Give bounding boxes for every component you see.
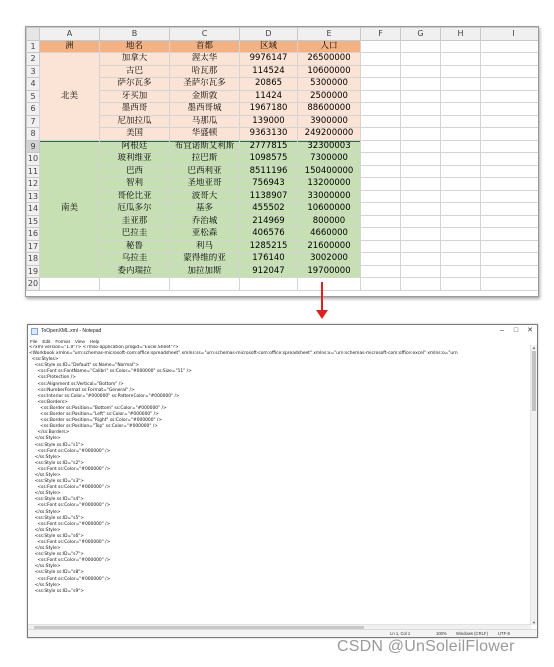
header-cell[interactable]: 洲 (40, 40, 100, 53)
population-cell[interactable]: 10600000 (298, 203, 361, 216)
empty-cell[interactable] (441, 228, 481, 241)
row-header[interactable]: 8 (27, 128, 40, 141)
scroll-down-icon[interactable]: ▼ (532, 620, 536, 625)
place-name-cell[interactable]: 乌拉圭 (100, 253, 170, 266)
text-line: <ss:Style ss:ID="s4"> (29, 497, 84, 503)
population-cell[interactable]: 10600000 (298, 65, 361, 78)
capital-cell[interactable]: 金斯敦 (170, 90, 240, 103)
area-cell[interactable]: 406576 (240, 228, 298, 241)
capital-cell[interactable]: 波哥大 (170, 190, 240, 203)
column-header-f[interactable]: F (361, 28, 401, 41)
empty-cell[interactable] (481, 65, 540, 78)
empty-cell[interactable] (481, 128, 540, 141)
area-cell[interactable]: 1098575 (240, 153, 298, 166)
capital-cell[interactable]: 哈瓦那 (170, 65, 240, 78)
empty-cell[interactable] (401, 153, 441, 166)
table-row (27, 53, 540, 66)
empty-cell[interactable] (481, 140, 540, 153)
close-button[interactable]: ✕ (527, 327, 533, 334)
row-header[interactable]: 17 (27, 241, 39, 251)
menu-file[interactable]: File (30, 338, 38, 344)
down-arrow-icon (315, 282, 329, 324)
table-row (27, 253, 540, 266)
capital-cell[interactable]: 拉巴斯 (170, 153, 240, 166)
empty-cell[interactable] (481, 153, 540, 166)
empty-cell[interactable] (481, 178, 540, 191)
empty-cell[interactable] (401, 215, 441, 228)
empty-cell[interactable] (361, 178, 401, 191)
continent-cell[interactable]: 南美 (40, 140, 100, 278)
population-cell[interactable]: 2500000 (298, 90, 361, 103)
notepad-menu-bar (28, 337, 537, 345)
row-header[interactable]: 14 (27, 204, 39, 214)
place-name-cell[interactable]: 秘鲁 (100, 240, 170, 253)
text-line: </ss:Style> (29, 527, 61, 533)
population-cell[interactable]: 19700000 (298, 265, 361, 278)
empty-cell[interactable] (361, 253, 401, 266)
status-encoding: UTF-8 (498, 631, 510, 636)
empty-cell[interactable] (170, 278, 240, 291)
notepad-title-bar (28, 325, 537, 337)
table-row (27, 140, 540, 153)
empty-cell[interactable] (481, 53, 540, 66)
row-header[interactable]: 4 (27, 78, 40, 91)
place-name-cell[interactable]: 阿根廷 (100, 140, 170, 153)
table-row (27, 65, 540, 78)
empty-cell[interactable] (361, 153, 401, 166)
status-position: Ln 1, Col 1 (390, 631, 411, 636)
row-header[interactable]: 9 (27, 140, 40, 153)
row-header[interactable]: 11 (27, 166, 39, 176)
capital-cell[interactable]: 巴西利亚 (170, 165, 240, 178)
row-header[interactable]: 13 (27, 191, 39, 201)
sheet-grid (26, 27, 539, 291)
text-line: <ss:Interior ss:Color="#000000" ss:PatternColor="#000000" /> (29, 393, 180, 399)
column-header-g[interactable]: G (401, 28, 441, 41)
empty-cell[interactable] (361, 115, 401, 128)
empty-cell[interactable] (441, 40, 481, 53)
empty-cell[interactable] (401, 165, 441, 178)
area-cell[interactable]: 11424 (240, 90, 298, 103)
text-line: <ss:Protection /> (29, 375, 76, 381)
empty-cell[interactable] (401, 53, 441, 66)
empty-cell[interactable] (441, 128, 481, 141)
table-row (27, 240, 540, 253)
empty-cell[interactable] (441, 165, 481, 178)
header-cell[interactable]: 首都 (170, 40, 240, 53)
area-cell[interactable]: 1967180 (240, 103, 298, 116)
capital-cell[interactable]: 渥太华 (170, 53, 240, 66)
text-line: <ss:Font ss:Color="#000000" /> (29, 503, 111, 509)
table-row (27, 178, 540, 191)
capital-cell[interactable]: 华盛顿 (170, 128, 240, 141)
empty-cell[interactable] (441, 153, 481, 166)
capital-cell[interactable]: 马那瓜 (170, 115, 240, 128)
empty-cell[interactable] (401, 40, 441, 53)
empty-cell[interactable] (361, 40, 401, 53)
table-row (27, 190, 540, 203)
empty-cell[interactable] (481, 215, 540, 228)
population-cell[interactable]: 32300003 (298, 140, 361, 153)
menu-format[interactable]: Format (55, 338, 70, 344)
area-cell[interactable]: 756943 (240, 178, 298, 191)
empty-cell[interactable] (401, 178, 441, 191)
text-line: <ss:Font ss:Color="#000000" /> (29, 448, 111, 454)
row-header[interactable]: 6 (27, 103, 40, 116)
table-row (27, 90, 540, 103)
empty-cell[interactable] (361, 78, 401, 91)
watermark: CSDN @UnSoleilFlower (337, 638, 515, 655)
empty-cell[interactable] (481, 228, 540, 241)
place-name-cell[interactable]: 玻利维亚 (100, 153, 170, 166)
text-line: <ss:Style ss:ID="s6"> (29, 533, 84, 539)
table-row (27, 103, 540, 116)
place-name-cell[interactable]: 巴西 (100, 165, 170, 178)
table-row (27, 215, 540, 228)
empty-cell[interactable] (481, 165, 540, 178)
text-line: <ss:Borders> (29, 399, 68, 405)
empty-cell[interactable] (401, 265, 441, 278)
population-cell[interactable]: 33000000 (298, 190, 361, 203)
menu-edit[interactable]: Edit (42, 338, 51, 344)
row-header[interactable]: 16 (27, 229, 39, 239)
text-line: </ss:Style> (29, 472, 61, 478)
text-line: <?xml version="1.0"?> <?mso-application progid="Excel.Sheet"?> (29, 345, 179, 350)
empty-cell[interactable] (361, 103, 401, 116)
empty-cell[interactable] (441, 115, 481, 128)
header-cell[interactable]: 人口 (298, 40, 361, 53)
population-cell[interactable]: 800000 (298, 215, 361, 228)
notepad-app-icon (31, 328, 38, 335)
menu-help[interactable]: Help (89, 338, 100, 344)
text-line: <ss:Style ss:ID="Default" ss:Name="Normal"> (29, 363, 139, 369)
text-line: <ss:Style ss:ID="s8"> (29, 570, 84, 576)
text-line: <ss:Style ss:ID="s2"> (29, 460, 84, 466)
row-header[interactable]: 3 (27, 65, 40, 78)
text-line: <ss:Style ss:ID="s3"> (29, 479, 84, 485)
select-all-corner[interactable] (27, 28, 40, 41)
empty-cell[interactable] (481, 40, 540, 53)
column-header-row (27, 28, 540, 41)
text-line: </ss:Style> (29, 582, 61, 588)
place-name-cell[interactable]: 古巴 (100, 65, 170, 78)
population-cell[interactable]: 150400000 (298, 165, 361, 178)
text-line: <ss:Border ss:Position="Left" ss:Color="#000000" /> (29, 412, 159, 418)
notepad-window (27, 324, 538, 638)
place-name-cell[interactable]: 萨尔瓦多 (100, 78, 170, 91)
status-line-ending: Windows (CRLF) (456, 631, 488, 636)
empty-cell[interactable] (441, 253, 481, 266)
vertical-scroll-thumb[interactable] (532, 351, 536, 411)
text-line: <ss:Font ss:Color="#000000" /> (29, 576, 111, 582)
place-name-cell[interactable]: 智利 (100, 178, 170, 191)
row-header[interactable]: 2 (27, 53, 40, 66)
column-header-h[interactable]: H (441, 28, 481, 41)
place-name-cell[interactable]: 圭亚那 (100, 215, 170, 228)
row-header[interactable]: 7 (27, 115, 40, 128)
empty-cell[interactable] (361, 90, 401, 103)
empty-cell[interactable] (361, 165, 401, 178)
area-cell[interactable]: 139000 (240, 115, 298, 128)
text-line: <ss:Style ss:ID="s5"> (29, 515, 84, 521)
capital-cell[interactable]: 布宜诺斯艾利斯 (170, 140, 240, 153)
column-header-i[interactable]: I (481, 28, 540, 41)
area-cell[interactable]: 20865 (240, 78, 298, 91)
text-line: <ss:Font ss:Color="#000000" /> (29, 485, 111, 491)
empty-cell[interactable] (481, 103, 540, 116)
notepad-title: ToOpenXML.xml - Notepad (41, 328, 102, 334)
empty-cell[interactable] (361, 240, 401, 253)
empty-cell[interactable] (361, 278, 401, 291)
place-name-cell[interactable]: 墨西哥 (100, 103, 170, 116)
text-line: <ss:Font ss:FontName="Calibri" ss:Color="#000000" ss:Size="11" /> (29, 369, 192, 375)
population-cell[interactable]: 7300000 (298, 153, 361, 166)
population-cell[interactable]: 21600000 (298, 240, 361, 253)
status-bar (28, 629, 537, 637)
maximize-button[interactable]: □ (513, 327, 519, 334)
population-cell[interactable]: 13200000 (298, 178, 361, 191)
text-line: <ss:Alignment ss:Vertical="Bottom" /> (29, 381, 124, 387)
table-row (27, 153, 540, 166)
text-line: </ss:Style> (29, 564, 61, 570)
empty-cell[interactable] (361, 190, 401, 203)
area-cell[interactable]: 455502 (240, 203, 298, 216)
table-row (27, 228, 540, 241)
empty-cell[interactable] (298, 278, 361, 291)
text-line: </ss:Style> (29, 509, 61, 515)
text-line: <ss:Styles> (29, 357, 59, 363)
area-cell[interactable]: 114524 (240, 65, 298, 78)
text-line: <ss:Font ss:Color="#000000" /> (29, 466, 111, 472)
header-cell[interactable]: 地名 (100, 40, 170, 53)
text-line: </ss:Style> (29, 546, 61, 552)
empty-cell[interactable] (40, 278, 100, 291)
text-line: <ss:Style ss:ID="s7"> (29, 552, 84, 558)
row-header[interactable]: 18 (27, 254, 39, 264)
empty-cell[interactable] (361, 128, 401, 141)
place-name-cell[interactable]: 巴拉圭 (100, 228, 170, 241)
text-line: </ss:Style> (29, 491, 61, 497)
capital-cell[interactable]: 亚松森 (170, 228, 240, 241)
empty-cell[interactable] (441, 140, 481, 153)
table-row (27, 203, 540, 216)
empty-cell[interactable] (401, 228, 441, 241)
text-line: <ss:Font ss:Color="#000000" /> (29, 558, 111, 564)
status-zoom: 100% (436, 631, 447, 636)
text-line: <Workbook xmlns="urn:schemas-microsoft-com:office:spreadsheet" xmlns:ss="urn:schemas-microsoft-com:office:spreadsheet" xmlns:x="urn:schemas-microsoft-com:office:excel" xmlns:o="urn (29, 351, 458, 357)
empty-cell[interactable] (401, 128, 441, 141)
table-row (27, 128, 540, 141)
empty-cell[interactable] (441, 278, 481, 291)
capital-cell[interactable]: 圣萨尔瓦多 (170, 78, 240, 91)
vertical-scrollbar[interactable] (530, 345, 537, 625)
area-cell[interactable]: 176140 (240, 253, 298, 266)
text-line: </ss:Style> (29, 436, 61, 442)
empty-cell[interactable] (481, 240, 540, 253)
area-cell[interactable]: 1138907 (240, 190, 298, 203)
empty-cell[interactable] (441, 240, 481, 253)
empty-cell[interactable] (441, 65, 481, 78)
population-cell[interactable]: 26500000 (298, 53, 361, 66)
table-row (27, 40, 540, 53)
row-header[interactable]: 10 (27, 154, 39, 164)
empty-cell[interactable] (401, 240, 441, 253)
notepad-text-area[interactable] (28, 345, 531, 625)
table-row (27, 165, 540, 178)
place-name-cell[interactable]: 尼加拉瓜 (100, 115, 170, 128)
empty-cell[interactable] (441, 178, 481, 191)
empty-cell[interactable] (481, 253, 540, 266)
text-line: </ss:Borders> (29, 430, 70, 436)
capital-cell[interactable]: 墨西哥城 (170, 103, 240, 116)
row-header[interactable]: 20 (27, 279, 39, 289)
text-line: <ss:Border ss:Position="Bottom" ss:Color="#000000" /> (29, 405, 167, 411)
empty-cell[interactable] (401, 78, 441, 91)
empty-cell[interactable] (441, 78, 481, 91)
population-cell[interactable]: 4660000 (298, 228, 361, 241)
empty-cell[interactable] (401, 203, 441, 216)
place-name-cell[interactable]: 加拿大 (100, 53, 170, 66)
empty-cell[interactable] (481, 203, 540, 216)
continent-cell[interactable]: 北美 (40, 53, 100, 141)
empty-cell[interactable] (441, 103, 481, 116)
scroll-up-icon[interactable]: ▲ (532, 345, 536, 350)
empty-cell[interactable] (441, 265, 481, 278)
spreadsheet (25, 26, 539, 297)
text-line: <ss:Font ss:Color="#000000" /> (29, 540, 111, 545)
place-name-cell[interactable]: 厄瓜多尔 (100, 203, 170, 216)
empty-cell[interactable] (441, 215, 481, 228)
population-cell[interactable]: 249200000 (298, 128, 361, 141)
place-name-cell[interactable]: 美国 (100, 128, 170, 141)
table-row (27, 78, 540, 91)
row-header[interactable]: 19 (27, 266, 39, 276)
area-cell[interactable]: 912047 (240, 265, 298, 278)
empty-cell[interactable] (401, 190, 441, 203)
population-cell[interactable]: 5300000 (298, 78, 361, 91)
empty-cell[interactable] (361, 265, 401, 278)
empty-cell[interactable] (361, 203, 401, 216)
area-cell[interactable]: 8511196 (240, 165, 298, 178)
empty-cell[interactable] (481, 78, 540, 91)
area-cell[interactable]: 214969 (240, 215, 298, 228)
empty-cell[interactable] (361, 215, 401, 228)
minimize-button[interactable]: – (500, 327, 504, 334)
area-cell[interactable]: 9976147 (240, 53, 298, 66)
empty-cell[interactable] (481, 190, 540, 203)
empty-cell[interactable] (100, 278, 170, 291)
capital-cell[interactable]: 基多 (170, 203, 240, 216)
empty-cell[interactable] (401, 253, 441, 266)
header-cell[interactable]: 区域 (240, 40, 298, 53)
text-line: <ss:Style ss:ID="s1"> (29, 442, 84, 448)
capital-cell[interactable]: 圣地亚哥 (170, 178, 240, 191)
empty-cell[interactable] (441, 203, 481, 216)
empty-cell[interactable] (401, 103, 441, 116)
empty-cell[interactable] (481, 265, 540, 278)
empty-cell[interactable] (240, 278, 298, 291)
empty-cell[interactable] (401, 65, 441, 78)
row-header[interactable]: 12 (27, 179, 39, 189)
empty-cell[interactable] (441, 53, 481, 66)
empty-cell[interactable] (361, 228, 401, 241)
empty-cell[interactable] (441, 90, 481, 103)
text-line: <ss:NumberFormat ss:Format="General" /> (29, 387, 135, 393)
table-row (27, 265, 540, 278)
text-line: <ss:Border ss:Position="Top" ss:Color="#000000" /> (29, 424, 158, 430)
empty-cell[interactable] (441, 190, 481, 203)
table-row (27, 115, 540, 128)
capital-cell[interactable]: 蒙得维的亚 (170, 253, 240, 266)
empty-cell[interactable] (401, 140, 441, 153)
area-cell[interactable]: 2777815 (240, 140, 298, 153)
empty-cell[interactable] (401, 90, 441, 103)
place-name-cell[interactable]: 委内瑞拉 (100, 265, 170, 278)
column-header-b[interactable]: B (100, 28, 170, 41)
column-header-c[interactable]: C (170, 28, 240, 41)
empty-cell[interactable] (361, 65, 401, 78)
row-header[interactable]: 5 (27, 90, 40, 103)
population-cell[interactable]: 3002000 (298, 253, 361, 266)
population-cell[interactable]: 88600000 (298, 103, 361, 116)
empty-cell[interactable] (361, 140, 401, 153)
empty-cell[interactable] (481, 115, 540, 128)
column-header-a[interactable]: A (40, 28, 100, 41)
text-line: <ss:Style ss:ID="s9"> (29, 588, 84, 594)
capital-cell[interactable]: 利马 (170, 240, 240, 253)
capital-cell[interactable]: 乔治城 (170, 215, 240, 228)
empty-cell[interactable] (401, 278, 441, 291)
capital-cell[interactable]: 加拉加斯 (170, 265, 240, 278)
area-cell[interactable]: 9363130 (240, 128, 298, 141)
place-name-cell[interactable]: 牙买加 (100, 90, 170, 103)
row-header[interactable]: 1 (27, 40, 40, 53)
column-header-d[interactable]: D (240, 28, 298, 41)
column-header-e[interactable]: E (298, 28, 361, 41)
menu-view[interactable]: View (74, 338, 85, 344)
text-line: </ss:Style> (29, 454, 61, 460)
empty-cell[interactable] (401, 115, 441, 128)
empty-cell[interactable] (481, 90, 540, 103)
empty-cell[interactable] (361, 53, 401, 66)
text-line: <ss:Border ss:Position="Right" ss:Color="#000000" /> (29, 418, 163, 424)
text-line: <ss:Font ss:Color="#000000" /> (29, 521, 111, 527)
table-row (27, 278, 540, 291)
place-name-cell[interactable]: 哥伦比亚 (100, 190, 170, 203)
row-header[interactable]: 15 (27, 216, 39, 226)
area-cell[interactable]: 1285215 (240, 240, 298, 253)
empty-cell[interactable] (481, 278, 540, 291)
population-cell[interactable]: 3900000 (298, 115, 361, 128)
